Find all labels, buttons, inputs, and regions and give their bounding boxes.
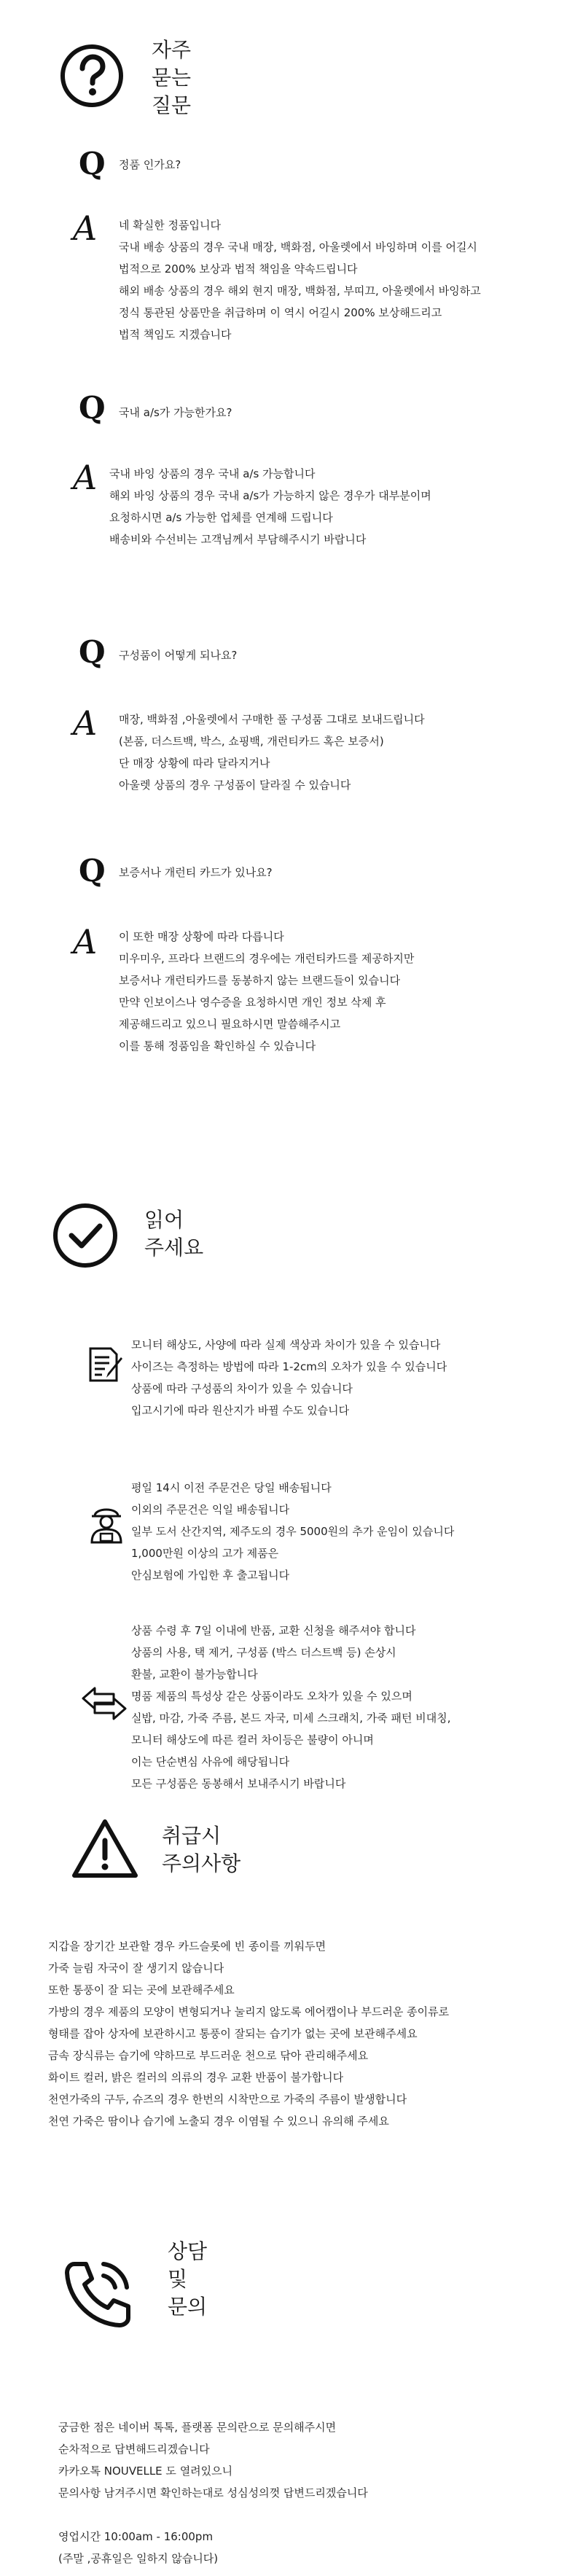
notice-line: 사이즈는 측정하는 방법에 따라 1-2cm의 오차가 있을 수 있습니다: [131, 1360, 447, 1373]
answer-line: 이 또한 매장 상황에 따라 다릅니다: [119, 930, 284, 943]
notice-line: 모니터 해상도, 사양에 따라 실제 색상과 차이가 있을 수 있습니다: [131, 1338, 441, 1351]
q-mark-icon: Q: [79, 853, 106, 889]
caution-line: 지갑을 장기간 보관할 경우 카드슬롯에 빈 종이를 끼워두면: [48, 1940, 326, 1953]
notice-line: 입고시기에 따라 원산지가 바뀔 수도 있습니다: [131, 1404, 350, 1417]
notice-title: 읽어 주세요: [144, 1208, 204, 1260]
warning-triangle-icon: [70, 1817, 140, 1880]
notice-line: 이외의 주문건은 익일 배송됩니다: [131, 1503, 290, 1516]
answer-line: 법적 책임도 지겠습니다: [119, 328, 232, 341]
caution-line: 천연가죽의 구두, 슈즈의 경우 한번의 시착만으로 가죽의 주름이 발생합니다: [48, 2093, 407, 2106]
a-mark-icon: A: [73, 458, 98, 497]
answer-line: 국내 배송 상품의 경우 국내 매장, 백화점, 아울렛에서 바잉하며 이를 어길시: [119, 241, 477, 254]
q-mark-icon: Q: [79, 146, 106, 182]
contact-line: 궁금한 점은 네이버 톡톡, 플랫폼 문의란으로 문의해주시면: [58, 2421, 337, 2434]
caution-title: 취급시 주의사항: [162, 1824, 241, 1876]
faq-answer: [119, 214, 481, 346]
answer-line: 보증서나 개런티카드를 동봉하지 않는 브랜드들이 있습니다: [119, 974, 401, 987]
delivery-person-icon: [85, 1502, 128, 1545]
notice-line: 1,000만원 이상의 고가 제품은: [131, 1547, 279, 1560]
answer-line: 해외 바잉 상품의 경우 국내 a/s가 가능하지 않은 경우가 대부분이며: [109, 489, 431, 502]
answer-line: 요청하시면 a/s 가능한 업체를 연계해 드립니다: [109, 511, 333, 524]
caution-line: 천연 가죽은 땀이나 습기에 노출되 경우 이염될 수 있으니 유의해 주세요: [48, 2115, 389, 2128]
q-mark-icon: Q: [79, 634, 106, 670]
contact-line: 문의사항 남겨주시면 확인하는대로 성심성의껏 답변드리겠습니다: [58, 2486, 368, 2499]
faq-question: 정품 인가요?: [119, 158, 181, 171]
phone-call-icon: [58, 2254, 138, 2334]
notice-line: 실밥, 마감, 가죽 주름, 본드 자국, 미세 스크래치, 가죽 패턴 비대칭,: [131, 1712, 451, 1725]
notice-line: 환불, 교환이 불가능합니다: [131, 1668, 258, 1681]
notice-line: 상품에 따라 구성품의 차이가 있을 수 있습니다: [131, 1382, 353, 1395]
faq-question: 구성품이 어떻게 되나요?: [119, 649, 238, 662]
business-hours: 영업시간 10:00am - 16:00pm: [58, 2530, 214, 2543]
notice-line: 모든 구성품은 동봉해서 보내주시기 바랍니다: [131, 1777, 346, 1790]
caution-line: 형태를 잡아 상자에 보관하시고 통풍이 잘되는 습기가 없는 곳에 보관해주세요: [48, 2027, 418, 2040]
notice-block-text: [131, 1477, 454, 1586]
answer-line: 법적으로 200% 보상과 법적 책임을 약속드립니다: [119, 262, 358, 276]
answer-line: 네 확실한 정품입니다: [119, 219, 221, 232]
caution-line: 화이트 컬러, 밝은 컬러의 의류의 경우 교환 반품이 불가합니다: [48, 2071, 344, 2084]
contact-line: 순차적으로 답변해드리겠습니다: [58, 2443, 210, 2456]
answer-line: 아울렛 상품의 경우 구성품이 달라질 수 있습니다: [119, 778, 351, 792]
answer-line: 이를 통해 정품임을 확인하실 수 있습니다: [119, 1039, 316, 1053]
notice-line: 평일 14시 이전 주문건은 당일 배송됩니다: [131, 1481, 332, 1494]
notice-block-text: [131, 1334, 447, 1421]
caution-line: 가방의 경우 제품의 모양이 변형되거나 눌리지 않도록 에어캡이나 부드러운 종이류로: [48, 2005, 450, 2018]
answer-line: 미우미우, 프라다 브랜드의 경우에는 개런티카드를 제공하지만: [119, 952, 415, 965]
q-mark-icon: Q: [79, 390, 106, 426]
faq-question: 보증서나 개런티 카드가 있나요?: [119, 866, 273, 879]
contact-line: [58, 2504, 368, 2526]
contact-text: [58, 2416, 368, 2569]
caution-line: 가죽 늘림 자국이 잘 생기지 않습니다: [48, 1962, 224, 1975]
caution-line: 또한 통풍이 잘 되는 곳에 보관해주세요: [48, 1983, 235, 1997]
answer-line: 제공해드리고 있으니 필요하시면 말씀해주시고: [119, 1018, 341, 1031]
notice-line: 모니터 해상도에 따른 컬러 차이등은 불량이 아니며: [131, 1733, 374, 1746]
contact-title: 상담 및 문의: [168, 2239, 208, 2319]
document-edit-icon: [86, 1346, 128, 1383]
caution-text: [48, 1935, 449, 2132]
answer-line: 배송비와 수선비는 고객님께서 부담해주시기 바랍니다: [109, 533, 367, 546]
faq-section: [0, 0, 583, 1053]
answer-line: 해외 배송 상품의 경우 해외 현지 매장, 백화점, 부띠끄, 아울렛에서 바잉하고: [119, 284, 481, 297]
caution-line: 금속 장식류는 습기에 약하므로 부드러운 천으로 닦아 관리해주세요: [48, 2049, 369, 2062]
check-circle-icon: [51, 1201, 120, 1270]
exchange-arrows-icon: [80, 1685, 128, 1722]
answer-line: (본품, 더스트백, 박스, 쇼핑백, 개런티카드 혹은 보증서): [119, 735, 384, 748]
contact-line: 카카오톡 NOUVELLE 도 열려있으니: [58, 2464, 233, 2478]
notice-line: 일부 도서 산간지역, 제주도의 경우 5000원의 추가 운임이 있습니다: [131, 1525, 455, 1538]
faq-title: 자주 묻는 질문: [152, 38, 192, 117]
answer-line: 단 매장 상황에 따라 달라지거나: [119, 757, 270, 770]
notice-line: 안심보험에 가입한 후 출고됩니다: [131, 1569, 290, 1582]
answer-line: 매장, 백화점 ,아울렛에서 구매한 풀 구성품 그대로 보내드립니다: [119, 713, 425, 726]
contact-line: (주말 ,공휴일은 일하지 않습니다): [58, 2552, 219, 2565]
notice-line: 명품 제품의 특성상 같은 상품이라도 오차가 있을 수 있으며: [131, 1690, 412, 1703]
a-mark-icon: A: [73, 922, 98, 961]
answer-line: 만약 인보이스나 영수증을 요청하시면 개인 정보 삭제 후: [119, 996, 386, 1009]
notice-section: [0, 1020, 583, 1790]
answer-line: 정식 통관된 상품만을 취급하며 이 역시 어길시 200% 보상해드리고: [119, 306, 442, 319]
notice-line: 상품의 사용, 택 제거, 구성품 (박스 더스트백 등) 손상시: [131, 1646, 396, 1659]
caution-section: [0, 1749, 583, 2187]
faq-answer: [119, 709, 425, 796]
faq-question: 국내 a/s가 가능한가요?: [119, 406, 232, 419]
question-circle-icon: [58, 42, 125, 109]
a-mark-icon: A: [73, 703, 98, 743]
notice-line: 이는 단순변심 사유에 해당됩니다: [131, 1755, 290, 1768]
answer-line: 국내 바잉 상품의 경우 국내 a/s 가능합니다: [109, 467, 316, 480]
faq-answer: [109, 463, 431, 550]
notice-line: 상품 수령 후 7일 이내에 반품, 교환 신청을 해주셔야 합니다: [131, 1624, 416, 1637]
a-mark-icon: A: [73, 208, 98, 248]
contact-section: [0, 2187, 583, 2576]
